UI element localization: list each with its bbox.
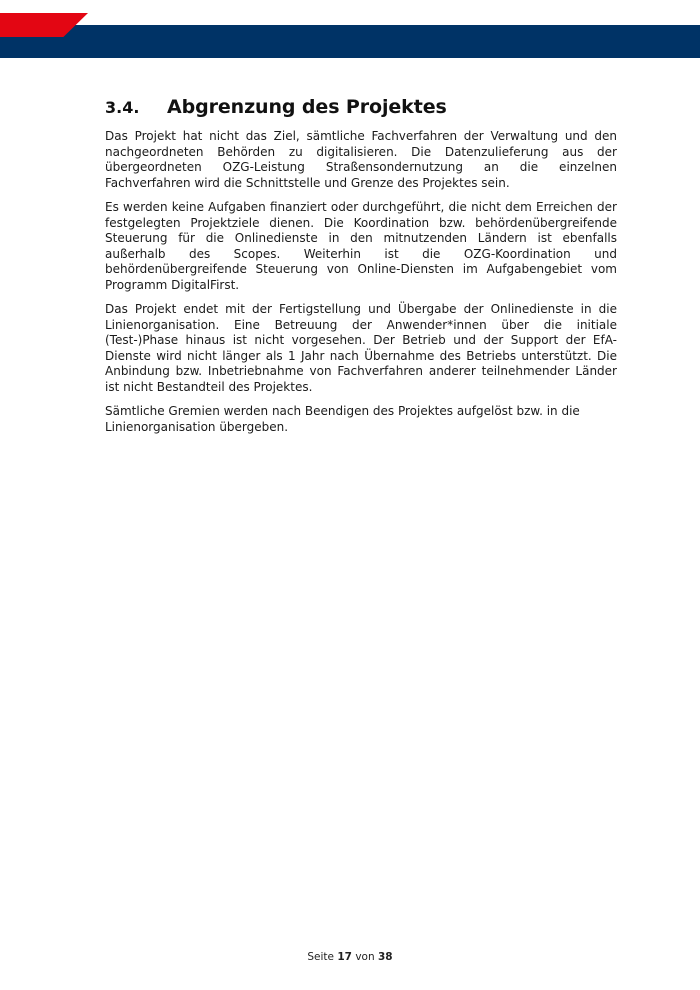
paragraph-scope-digitalization: Das Projekt hat nicht das Ziel, sämtliche Fachverfahren der Verwaltung und den nachgeordneten Behörden zu digitalisieren. Die Datenzulieferung aus der übergeordneten OZG-Leistung Straßensondernutzung an die einzelnen Fachverfahren wird die Schnittstelle und Grenze des Projektes sein.: [105, 129, 617, 190]
footer-prefix: Seite: [307, 951, 335, 963]
header-band: [0, 25, 700, 58]
paragraph-project-end: Das Projekt endet mit der Fertigstellung und Übergabe der Onlinedienste in die Linienorganisation. Eine Betreuung der Anwender*innen über die initiale (Test-)Phase hinaus ist nicht vorgesehen. Der Betrieb und der Support der EfA-Dienste wird nicht länger als 1 Jahr nach Übernahme des Betriebs unterstützt. Die Anbindung bzw. Inbetriebnahme von Fachverfahren anderer teilnehmender Länder ist nicht Bestandteil des Projektes.: [105, 302, 617, 394]
paragraph-committees: Sämtliche Gremien werden nach Beendigen des Projektes aufgelöst bzw. in die Linienorganisation übergeben.: [105, 404, 580, 434]
section-heading: [105, 96, 617, 118]
paragraph-excluded-tasks: Es werden keine Aufgaben finanziert oder durchgeführt, die nicht dem Erreichen der festgelegten Projektziele dienen. Die Koordination bzw. behördenübergreifende Steuerung für die Onlinedienste in den mitnutzenden Ländern ist ebenfalls außerhalb des Scopes. Weiterhin ist die OZG-Koordination und behördenübergreifende Steuerung von Online-Diensten im Aufgabengebiet vom Programm DigitalFirst.: [105, 200, 617, 292]
footer-total-pages: 38: [377, 951, 393, 963]
footer-separator: von: [355, 951, 375, 963]
page-footer: [0, 951, 700, 963]
section-number: 3.4.: [105, 98, 140, 117]
page-content: [105, 96, 617, 444]
footer-current-page: 17: [337, 951, 352, 963]
section-title: Abgrenzung des Projektes: [167, 96, 447, 118]
